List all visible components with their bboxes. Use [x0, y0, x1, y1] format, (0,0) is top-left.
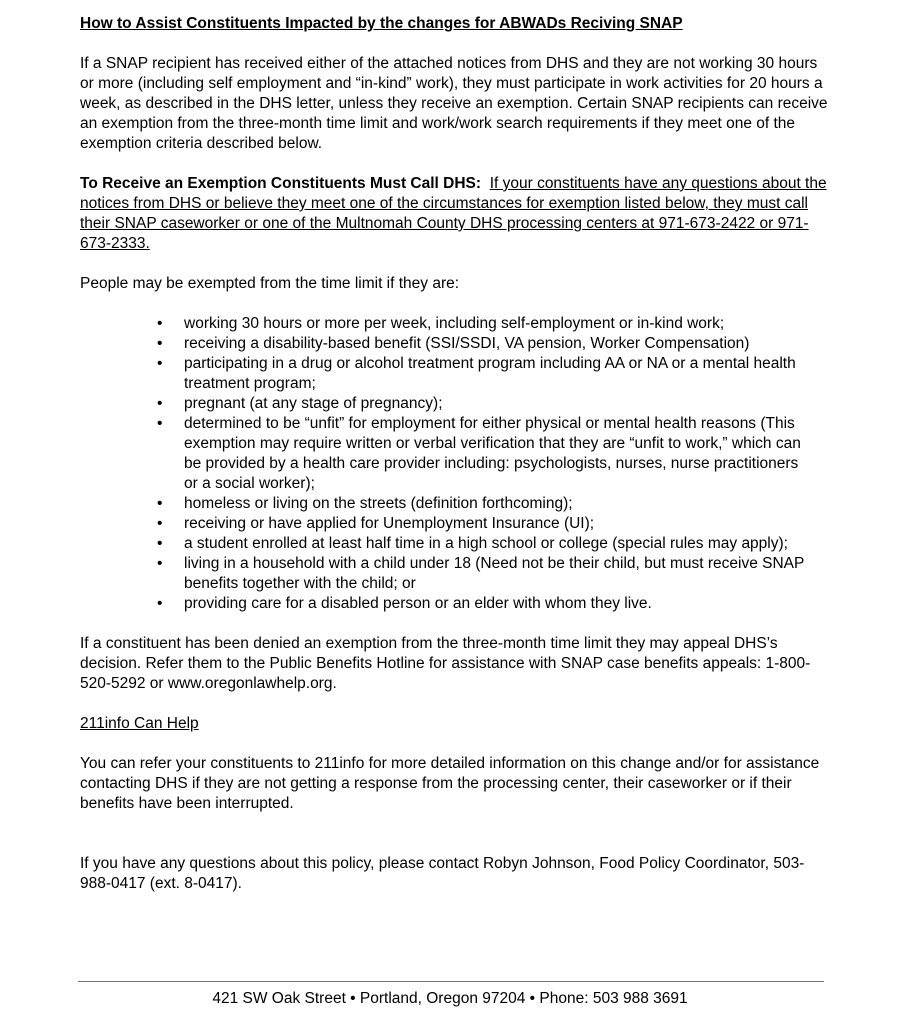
intro-paragraph: If a SNAP recipient has received either of the attached notices from DHS and they are not working 30 hours or more (including self employment and “in-kind” work), they must participate in work activities for 20 hours a week, as described in the DHS letter, unless they receive an exemption. Certain SNAP recipients can receive an exemption from the three-month time limit and work/work search requirements if they meet one of the exemption criteria described below.: [80, 55, 828, 152]
contact-paragraph: If you have any questions about this policy, please contact Robyn Johnson, Food Policy Coordinator, 503-988-0417 (ext. 8-0417).: [80, 855, 805, 892]
list-item: • living in a household with a child under 18 (Need not be their child, but must receive SNAP benefits together with the child; or: [184, 554, 809, 594]
page-title: How to Assist Constituents Impacted by the changes for ABWADs Reciving SNAP: [80, 15, 683, 32]
exemption-list: [80, 314, 809, 614]
list-item: • pregnant (at any stage of pregnancy);: [184, 394, 809, 414]
exemption-intro: People may be exempted from the time limit if they are:: [80, 275, 460, 292]
footer-address: 421 SW Oak Street • Portland, Oregon 97204 • Phone: 503 988 3691: [212, 990, 688, 1007]
list-item: • homeless or living on the streets (definition forthcoming);: [184, 494, 809, 514]
list-item: • receiving a disability-based benefit (SSI/SSDI, VA pension, Worker Compensation): [184, 334, 809, 354]
call-dhs-heading: To Receive an Exemption Constituents Must Call DHS:: [80, 175, 482, 192]
footer-divider: [78, 981, 824, 982]
list-item: • determined to be “unfit” for employment for either physical or mental health reasons (This exemption may require written or verbal verification that they are “unfit to work,” which can be provided by a health care provider including: psychologists, nurses, nurse practitioners or a social worker);: [184, 414, 809, 494]
document-body: [80, 14, 830, 914]
appeal-paragraph: If a constituent has been denied an exemption from the three-month time limit they may appeal DHS’s decision. Refer them to the Public Benefits Hotline for assistance with SNAP case benefits appeals: 1-800-520-5292 or www.oregonlawhelp.org.: [80, 635, 811, 692]
list-item: • receiving or have applied for Unemployment Insurance (UI);: [184, 514, 809, 534]
call-dhs-paragraph: [80, 174, 830, 254]
call-dhs-text: If your constituents have any questions about the notices from DHS or believe they meet one of the circumstances for exemption listed below, they must call their SNAP caseworker or one of the Multnomah County DHS processing centers at 971-673-2422 or 971-673-2333.: [80, 175, 827, 252]
info-paragraph: You can refer your constituents to 211info for more detailed information on this change and/or for assistance contacting DHS if they are not getting a response from the processing center, their caseworker or if their benefits have been interrupted.: [80, 755, 820, 812]
list-item: • providing care for a disabled person or an elder with whom they live.: [184, 594, 809, 614]
list-item: • working 30 hours or more per week, including self-employment or in-kind work;: [184, 314, 809, 334]
info-heading: 211info Can Help: [80, 715, 199, 732]
list-item: • a student enrolled at least half time in a high school or college (special rules may apply);: [184, 534, 809, 554]
list-item: • participating in a drug or alcohol treatment program including AA or NA or a mental health treatment program;: [184, 354, 809, 394]
